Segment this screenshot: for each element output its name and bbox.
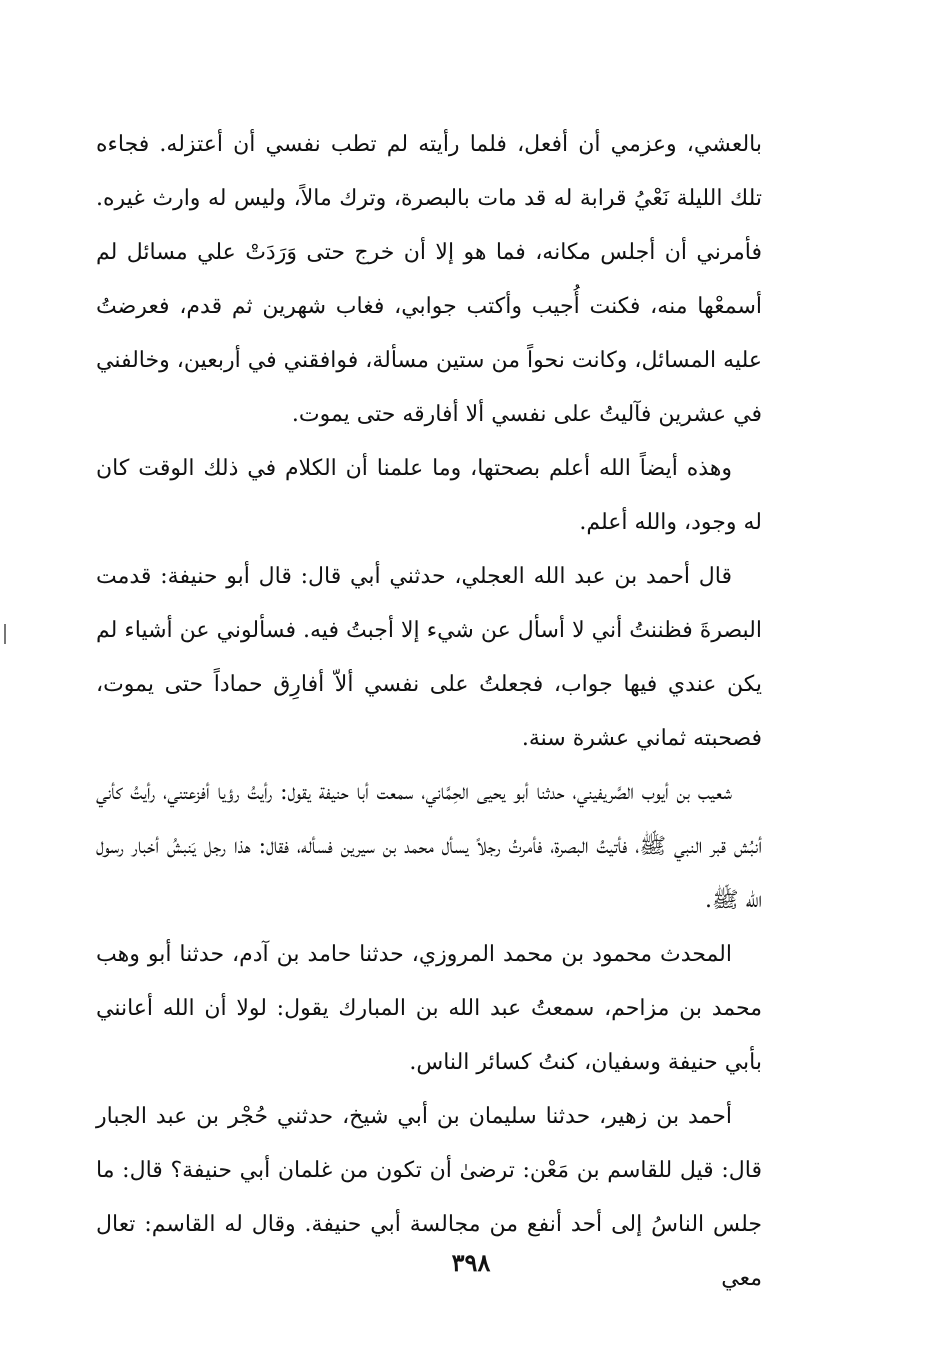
paragraph-3: قال أحمد بن عبد الله العجلي، حدثني أبي قال: قال أبو حنيفة: قدمت البصرةَ فظننتُ أني لا أسأل عن شيء إلا أجبتُ فيه. فسألوني عن أشياء لم يكن عندي فيها جواب، فجعلتُ على نفسي ألاّ أفارِق حماداً حتى يموت، فصحبته ثماني عشرة سنة. [96, 564, 762, 751]
page-body [96, 118, 762, 1306]
paragraph-5: المحدث محمود بن محمد المروزي، حدثنا حامد بن آدم، حدثنا أبو وهب محمد بن مزاحم، سمعتُ عبد الله بن المبارك يقول: لولا أن الله أعانني بأبي حنيفة وسفيان، كنتُ كسائر الناس. [96, 942, 762, 1075]
margin-mark [4, 624, 6, 644]
page-number: ٣٩٨ [451, 1248, 491, 1277]
paragraph-4: شعيب بن أيوب الصَّريفيني، حدثنا أبو يحيى الحِمَّاني، سمعت أبا حنيفة يقول: رأيتُ رؤيا أفزعتني، رأيتُ كأني أنبُش قبر النبي ﷺ، فأتيتُ البصرة، فأمرتُ رجلاً يسأل محمد بن سيرين فسأله، فقال: هذا رجل يَنبشُ أخبار رسول الله ﷺ. [96, 780, 762, 913]
paragraph-1: بالعشي، وعزمي أن أفعل، فلما رأيته لم تطب نفسي أن أعتزله. فجاءه تلك الليلة نَعْيُ قرابة له قد مات بالبصرة، وترك مالاً، وليس له وارث غيره. فأمرني أن أجلس مكانه، فما هو إلا أن خرج حتى وَرَدَتْ علي مسائل لم أسمعْها منه، فكنت أُجيب وأكتب جوابي، فغاب شهرين ثم قدم، فعرضتُ عليه المسائل، وكانت نحواً من ستين مسألة، فوافقني في أربعين، وخالفني في عشرين فآليتُ على نفسي ألا أفارقه حتى يموت. [96, 132, 762, 427]
paragraph-2: وهذه أيضاً الله أعلم بصحتها، وما علمنا أن الكلام في ذلك الوقت كان له وجود، والله أعلم. [96, 456, 762, 535]
paragraph-6: أحمد بن زهير، حدثنا سليمان بن أبي شيخ، حدثني حُجْر بن عبد الجبار قال: قيل للقاسم بن مَعْن: ترضىٰ أن تكون من غلمان أبي حنيفة؟ قال: ما جلس الناسُ إلى أحد أنفع من مجالسة أبي حنيفة. وقال له القاسم: تعال معي [96, 1104, 762, 1291]
